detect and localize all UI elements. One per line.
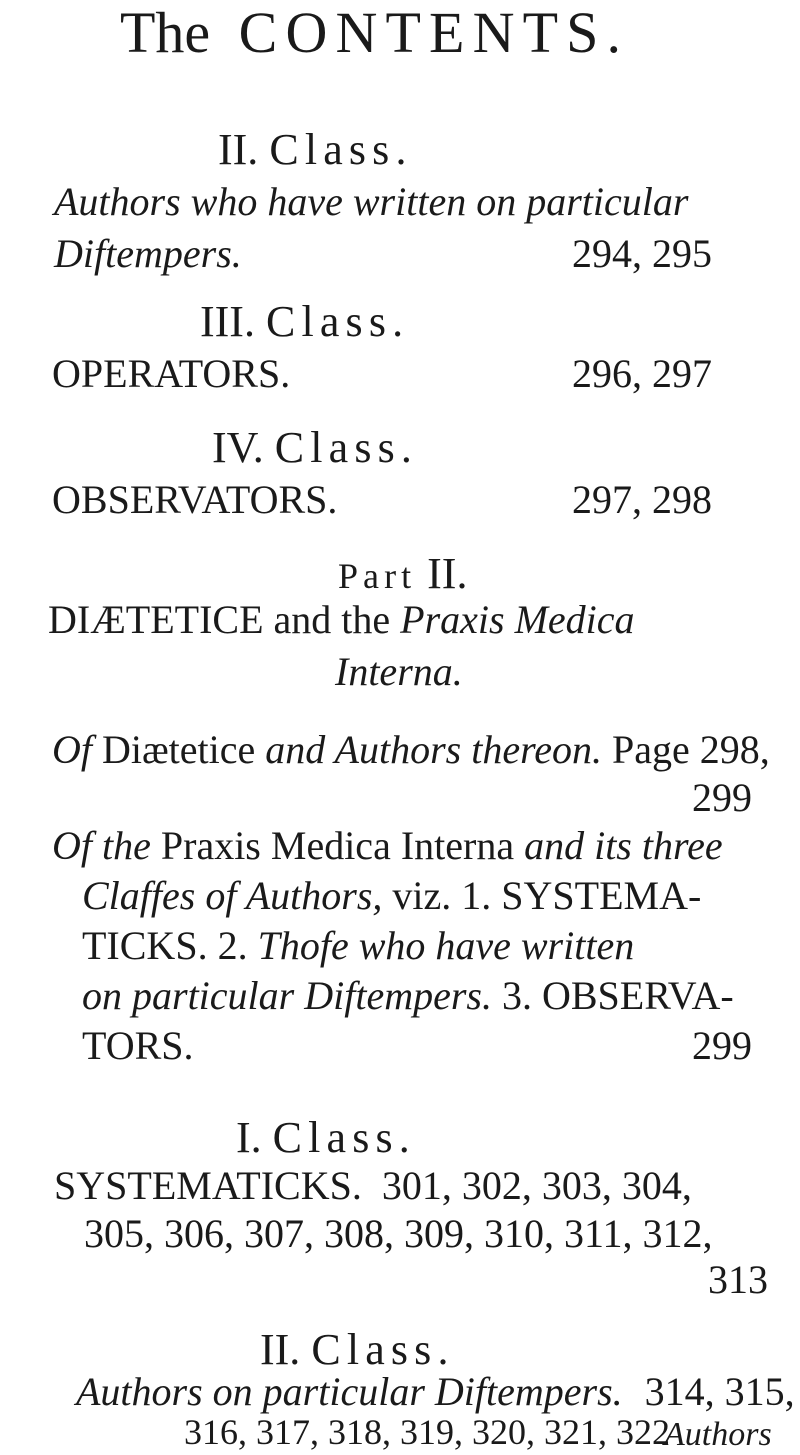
- part-2-title-caps: DIÆTETICE: [48, 597, 264, 642]
- sub-class-2-heading: [260, 1325, 455, 1374]
- class-2-description: Authors who have written on particular: [54, 179, 689, 224]
- part-2-title-and: and the: [273, 597, 391, 642]
- sub-class-1-word: Class.: [272, 1113, 416, 1162]
- class-2-line2: Diftempers.: [54, 231, 242, 276]
- part-2-heading: [338, 549, 468, 598]
- class-3-title: OPERATORS.: [52, 351, 291, 396]
- entry-praxis-ticks: TICKS. 2.: [82, 923, 248, 968]
- sub-class-2-line1: [76, 1369, 795, 1414]
- class-4-heading: [212, 423, 419, 472]
- entry-diaetetice-page-label: Page: [611, 727, 690, 772]
- sub-class-2-number: II.: [260, 1325, 301, 1374]
- class-3-heading: [200, 297, 410, 346]
- class-3-word: Class.: [265, 297, 410, 346]
- class-2-number: II.: [218, 125, 259, 174]
- entry-praxis-systema: viz. 1. SYSTEMA-: [392, 873, 702, 918]
- entry-praxis-of: Of: [52, 823, 92, 868]
- sub-class-1-pages-1: 301, 302, 303, 304,: [381, 1163, 692, 1208]
- entry-diaetetice-rest: and Authors thereon.: [265, 727, 602, 772]
- header-contents: CONTENTS.: [238, 0, 630, 65]
- class-3-pages: 296, 297: [572, 351, 712, 396]
- entry-diaetetice: [52, 727, 770, 772]
- entry-praxis-term: Praxis Medica Interna: [160, 823, 515, 868]
- class-4-title: OBSERVATORS.: [52, 477, 338, 522]
- class-2-heading: [218, 125, 413, 174]
- part-word: Part: [338, 556, 417, 596]
- entry-praxis-line3: [82, 923, 635, 968]
- part-2-title: [48, 597, 635, 642]
- sub-class-2-description: Authors on particular Diftempers.: [76, 1369, 623, 1414]
- entry-diaetetice-of: Of: [52, 727, 92, 772]
- entry-diaetetice-term: Diætetice: [102, 727, 256, 772]
- entry-praxis-page: 299: [692, 1023, 752, 1068]
- sub-class-1-title: SYSTEMATICKS.: [54, 1163, 362, 1208]
- entry-praxis-the: the: [102, 823, 151, 868]
- class-3-number: III.: [200, 297, 255, 346]
- sub-class-2-pages-1: 314, 315,: [644, 1369, 795, 1414]
- class-4-word: Class.: [274, 423, 419, 472]
- page-header: [120, 0, 630, 65]
- entry-praxis-those: Thofe who have written: [257, 923, 635, 968]
- class-2-pages: 294, 295: [572, 231, 712, 276]
- part-2-title-italic: Praxis Medica: [400, 597, 635, 642]
- sub-class-1-heading: [236, 1113, 416, 1162]
- class-4-number: IV.: [212, 423, 264, 472]
- class-4-pages: 297, 298: [572, 477, 712, 522]
- entry-diaetetice-pages-line2: 299: [692, 775, 752, 820]
- entry-praxis-observa: 3. OBSERVA-: [501, 973, 734, 1018]
- class-2-word: Class.: [269, 125, 413, 174]
- sub-class-1-line1: [54, 1163, 692, 1208]
- entry-praxis-distempers: on particular Diftempers.: [82, 973, 492, 1018]
- entry-praxis-classes: Claffes of Authors,: [82, 873, 383, 918]
- entry-praxis-line5: TORS.: [82, 1023, 194, 1068]
- part-2-title-line2: Interna.: [335, 649, 463, 694]
- sub-class-1-number: I.: [236, 1113, 262, 1162]
- part-number: II.: [427, 549, 468, 598]
- catchword-visible: Authors: [664, 1416, 772, 1453]
- entry-praxis-line2: [82, 873, 702, 918]
- sub-class-2-word: Class.: [311, 1325, 455, 1374]
- sub-class-2-pages-2: 316, 317, 318, 319, 320, 321, 322: [184, 1412, 670, 1452]
- entry-praxis-line1: [52, 823, 723, 868]
- entry-praxis-line4: [82, 973, 734, 1018]
- header-the: The: [120, 0, 211, 65]
- entry-diaetetice-pages: 298,: [699, 727, 770, 772]
- sub-class-1-pages-2: 305, 306, 307, 308, 309, 310, 311, 312,: [84, 1211, 713, 1256]
- class-2-line1: [54, 179, 744, 224]
- sub-class-1-pages-3: 313: [708, 1257, 768, 1302]
- entry-praxis-and: and its three: [524, 823, 723, 868]
